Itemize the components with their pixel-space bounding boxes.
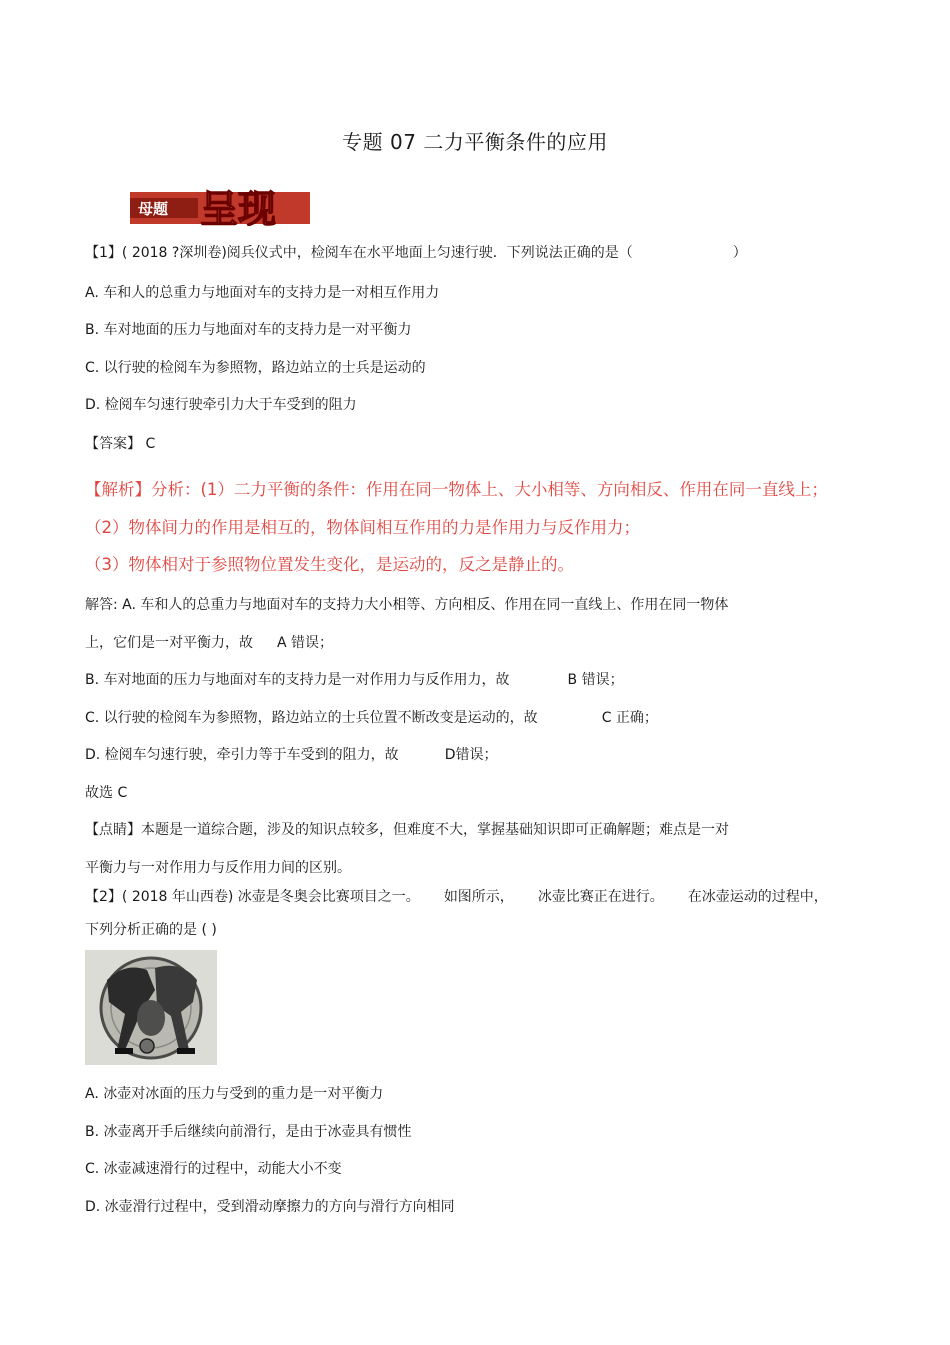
q1-solution-2-text: 上，它们是一对平衡力，故 <box>85 635 253 651</box>
q1-solution-3 <box>85 669 624 689</box>
q1-answer: 【答案】 C <box>85 436 156 452</box>
q1-option-c: C. 以行驶的检阅车为参照物，路边站立的士兵是运动的 <box>85 360 426 376</box>
q1-analysis-1: 【解析】分析：(1）二力平衡的条件：作用在同一物体上、大小相等、方向相反、作用在同一直线上； <box>85 480 828 499</box>
q1-solution-3-text: B. 车对地面的压力与地面对车的支持力是一对作用力与反作用力，故 <box>85 672 510 688</box>
q1-analysis-2: （2）物体间力的作用是相互的，物体间相互作用的力是作用力与反作用力； <box>85 518 640 537</box>
q1-solution-1: 解答: A. 车和人的总重力与地面对车的支持力大小相等、方向相反、作用在同一直线上、作用在同一物体 <box>85 597 729 613</box>
q1-solution-5-text: D. 检阅车匀速行驶，牵引力等于车受到的阻力，故 <box>85 747 399 763</box>
q1-solution-5-verdict: D错误； <box>444 747 498 763</box>
q1-solution-2-verdict: A 错误； <box>277 635 334 651</box>
q2-stem-part-4: 在冰壶运动的过程中， <box>687 889 828 905</box>
q1-option-b: B. 车对地面的压力与地面对车的支持力是一对平衡力 <box>85 322 412 338</box>
page-title: 专题 07 二力平衡条件的应用 <box>342 130 608 154</box>
q1-stem-text: 【1】( 2018 ?深圳卷)阅兵仪式中，检阅车在水平地面上匀速行驶．下列说法正确的是（ <box>85 245 633 261</box>
q1-option-d: D. 检阅车匀速行驶牵引力大于车受到的阻力 <box>85 397 357 413</box>
q1-stem <box>85 242 747 262</box>
q1-solution-4 <box>85 707 658 727</box>
q1-solution-4-text: C. 以行驶的检阅车为参照物，路边站立的士兵位置不断改变是运动的，故 <box>85 710 538 726</box>
q2-option-c: C. 冰壶减速滑行的过程中，动能大小不变 <box>85 1161 342 1177</box>
q1-choice: 故选 C <box>85 785 128 801</box>
q2-stem-2: 下列分析正确的是 ( ) <box>85 922 217 938</box>
banner-big-text: 呈现 <box>200 187 277 226</box>
q1-comment-2: 平衡力与一对作用力与反作用力间的区别。 <box>85 860 351 876</box>
q2-option-a: A. 冰壶对冰面的压力与受到的重力是一对平衡力 <box>85 1086 384 1102</box>
q2-stem-part-1: 【2】( 2018 年山西卷) 冰壶是冬奥会比赛项目之一。 <box>85 889 420 905</box>
q1-analysis-3: （3）物体相对于参照物位置发生变化，是运动的，反之是静止的。 <box>85 555 574 574</box>
q1-option-a: A. 车和人的总重力与地面对车的支持力是一对相互作用力 <box>85 285 440 301</box>
q1-solution-3-verdict: B 错误； <box>567 672 624 688</box>
q1-solution-5 <box>85 744 497 764</box>
curling-photo <box>85 950 217 1065</box>
q2-option-d: D. 冰壶滑行过程中，受到滑动摩擦力的方向与滑行方向相同 <box>85 1199 455 1215</box>
q1-solution-4-verdict: C 正确； <box>601 710 658 726</box>
q2-stem-part-2: 如图所示， <box>443 889 514 905</box>
q2-option-b: B. 冰壶离开手后继续向前滑行，是由于冰壶具有惯性 <box>85 1124 412 1140</box>
q2-stem-part-3: 冰壶比赛正在进行。 <box>537 889 664 905</box>
banner-small-text: 母题 <box>138 200 169 218</box>
q1-stem-close: ） <box>732 245 747 261</box>
q1-solution-2 <box>85 632 333 652</box>
q1-comment-1: 【点睛】本题是一道综合题，涉及的知识点较多，但难度不大，掌握基础知识即可正确解题；难点是一对 <box>85 822 729 838</box>
q2-stem-1 <box>85 886 828 906</box>
section-banner <box>130 180 310 226</box>
